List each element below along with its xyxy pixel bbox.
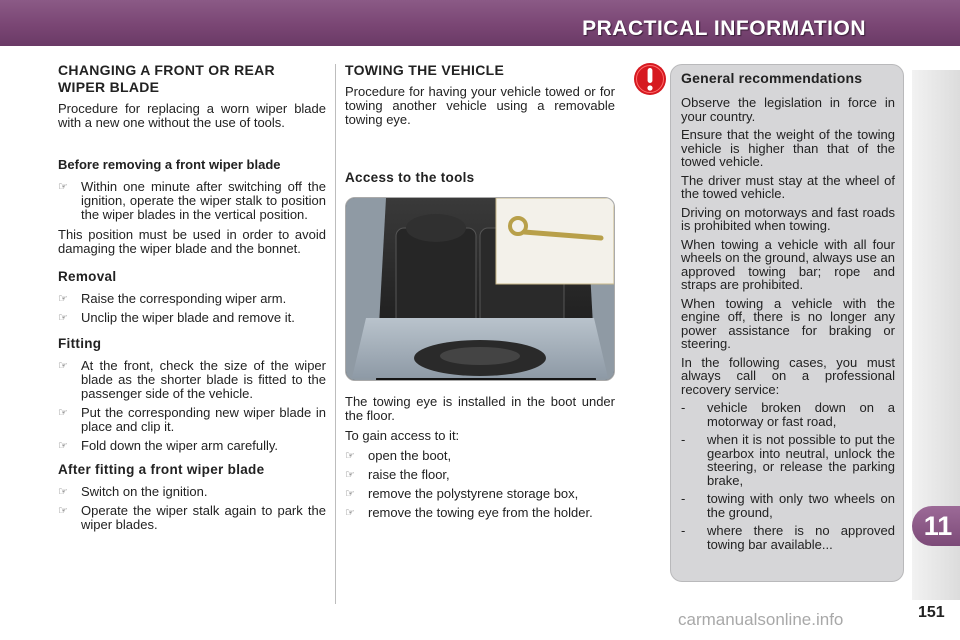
recovery-cases-list (681, 401, 895, 551)
header-bar (0, 0, 960, 46)
list-item: ☞ remove the polystyrene storage box, (345, 486, 579, 501)
before-heading: Before removing a front wiper blade (58, 157, 281, 172)
towing-intro: Procedure for having your vehicle towed or for towing another vehicle using a removable towing eye. (345, 84, 615, 127)
list-item: - towing with only two wheels on the ground, (681, 491, 895, 520)
access-text-1: The towing eye is installed in the boot under the floor. (345, 394, 615, 423)
rec-paragraph: Ensure that the weight of the towing vehicle is higher than that of the towed vehicle. (681, 127, 895, 169)
list-item: ☞ Within one minute after switching off the ignition, operate the wiper stalk to position the wiper blades in the vertical position. (58, 179, 326, 222)
pointing-hand-icon: ☞ (345, 450, 355, 462)
rec-paragraph: Observe the legislation in force in your country. (681, 95, 895, 124)
towing-section (345, 62, 615, 526)
wiper-section (58, 62, 326, 538)
column-divider (335, 64, 336, 604)
list-item: ☞ Raise the corresponding wiper arm. (58, 291, 287, 306)
warning-icon (633, 62, 667, 96)
removal-heading: Removal (58, 269, 117, 284)
pointing-hand-icon: ☞ (58, 505, 68, 517)
recommendations-title: General recommendations (681, 70, 863, 86)
pointing-hand-icon: ☞ (58, 312, 68, 324)
list-item: ☞ Switch on the ignition. (58, 484, 208, 499)
list-item: ☞ remove the towing eye from the holder. (345, 505, 593, 520)
rec-paragraph: The driver must stay at the wheel of the towed vehicle. (681, 172, 895, 201)
list-item: ☞ Operate the wiper stalk again to park the wiper blades. (58, 503, 326, 532)
wiper-title: CHANGING A FRONT OR REAR WIPER BLADE (58, 62, 275, 95)
pointing-hand-icon: ☞ (345, 469, 355, 481)
wiper-intro: Procedure for replacing a worn wiper blade with a new one without the use of tools. (58, 101, 326, 130)
dash-marker: - (681, 432, 686, 447)
pointing-hand-icon: ☞ (58, 181, 68, 193)
list-item: ☞ At the front, check the size of the wiper blade as the shorter blade is fitted to the passenger side of the vehicle. (58, 358, 326, 401)
section-title: PRACTICAL INFORMATION (582, 17, 866, 40)
list-item: - vehicle broken down on a motorway or fast road, (681, 400, 895, 429)
chapter-tab[interactable]: 11 (912, 506, 960, 546)
pointing-hand-icon: ☞ (58, 293, 68, 305)
pointing-hand-icon: ☞ (58, 486, 68, 498)
pointing-hand-icon: ☞ (345, 507, 355, 519)
rec-paragraph: When towing a vehicle with all four wheels on the ground, always use an approved towing bar; rope and straps are prohibited. (681, 236, 895, 292)
pointing-hand-icon: ☞ (58, 440, 68, 452)
list-item: ☞ open the boot, (345, 448, 452, 463)
pointing-hand-icon: ☞ (58, 360, 68, 372)
list-item: - when it is not possible to put the gearbox into neutral, unlock the steering, or release the parking brake, (681, 432, 895, 488)
access-heading: Access to the tools (345, 170, 475, 185)
before-list (58, 180, 326, 222)
pointing-hand-icon: ☞ (345, 488, 355, 500)
access-steps (345, 449, 615, 520)
dash-marker: - (681, 400, 686, 415)
towing-title: TOWING THE VEHICLE (345, 62, 505, 78)
list-item: - where there is no approved towing bar available... (681, 523, 895, 552)
after-list (58, 485, 326, 532)
list-item: ☞ Unclip the wiper blade and remove it. (58, 310, 295, 325)
dash-marker: - (681, 491, 686, 506)
before-note: This position must be used in order to avoid damaging the wiper blade and the bonnet. (58, 227, 326, 256)
removal-list (58, 292, 326, 325)
recommendations-box (670, 64, 904, 582)
fitting-heading: Fitting (58, 336, 102, 351)
after-heading: After fitting a front wiper blade (58, 462, 265, 477)
list-item: ☞ raise the floor, (345, 467, 450, 482)
dash-marker: - (681, 523, 686, 538)
list-item: ☞ Put the corresponding new wiper blade in place and clip it. (58, 405, 326, 434)
watermark: carmanualsonline.info (678, 610, 844, 629)
fitting-list (58, 359, 326, 453)
rec-paragraph: In the following cases, you must always call on a professional recovery service: (681, 354, 895, 397)
boot-illustration (346, 198, 614, 380)
boot-photo (345, 197, 615, 381)
list-item: ☞ Fold down the wiper arm carefully. (58, 438, 279, 453)
page-number: 151 (918, 604, 945, 621)
rec-paragraph: Driving on motorways and fast roads is prohibited when towing. (681, 204, 895, 233)
rec-paragraph: When towing a vehicle with the engine off, there is no longer any power assistance for braking or steering. (681, 295, 895, 351)
access-text-2: To gain access to it: (345, 428, 460, 443)
pointing-hand-icon: ☞ (58, 407, 68, 419)
